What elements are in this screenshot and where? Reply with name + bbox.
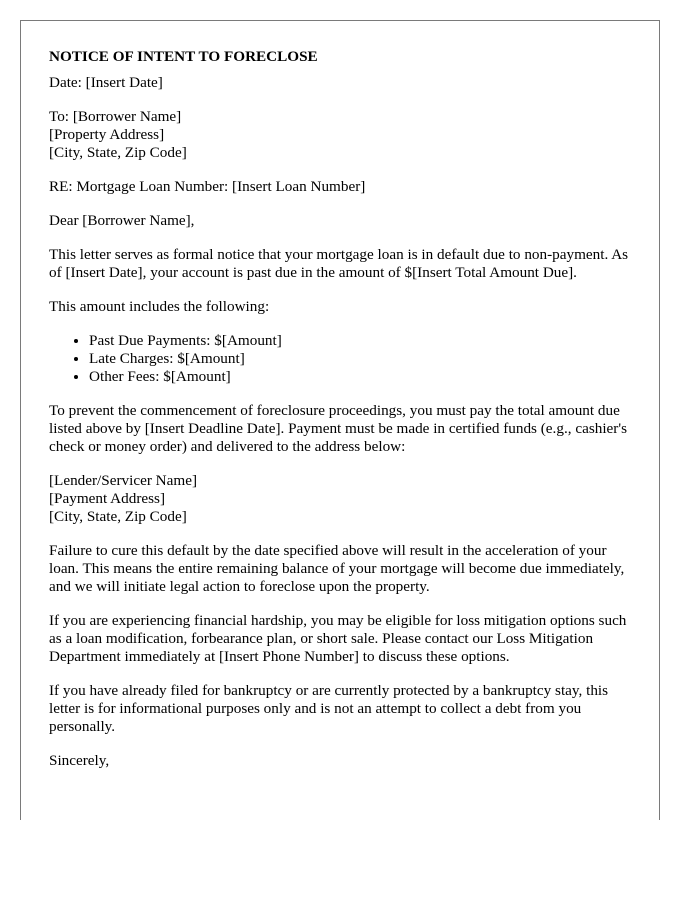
charges-list [49, 332, 631, 386]
lender-address-line: [Payment Address] [49, 490, 165, 507]
list-item: • Past Due Payments: $[Amount] [89, 332, 631, 350]
salutation: Dear [Borrower Name], [49, 212, 195, 229]
closing-line: Sincerely, [49, 752, 110, 769]
recipient-city-line: [City, State, Zip Code] [49, 144, 187, 161]
bankruptcy-paragraph: If you have already filed for bankruptcy or are currently protected by a bankruptcy stay, this letter is for informational purposes only and is not an attempt to collect a debt from you personally. [49, 682, 609, 735]
includes-paragraph: This amount includes the following: [49, 298, 270, 315]
default-paragraph: This letter serves as formal notice that your mortgage loan is in default due to non-payment. As of [Insert Date], your account is past due in the amount of $[Insert Total Amount Due]. [49, 246, 629, 281]
failure-paragraph: Failure to cure this default by the date specified above will result in the acceleration of your loan. This means the entire remaining balance of your mortgage will become due immediately, and we will initiate legal action to foreclose upon the property. [49, 542, 625, 595]
lender-city-line: [City, State, Zip Code] [49, 508, 187, 525]
lender-name-line: [Lender/Servicer Name] [49, 472, 197, 489]
re-line: RE: Mortgage Loan Number: [Insert Loan Number] [49, 178, 366, 195]
letter-page [20, 20, 660, 820]
recipient-name-line: To: [Borrower Name] [49, 108, 182, 125]
lender-address-block [49, 472, 631, 526]
recipient-block [49, 108, 631, 162]
list-item: • Late Charges: $[Amount] [89, 350, 631, 368]
prevent-paragraph: To prevent the commencement of foreclosure proceedings, you must pay the total amount due listed above by [Insert Deadline Date]. Payment must be made in certified funds (e.g., cashier's check or money order) and delivered to the address below: [49, 402, 627, 455]
list-item: • Other Fees: $[Amount] [89, 368, 631, 386]
letter-title: NOTICE OF INTENT TO FORECLOSE [49, 48, 318, 65]
hardship-paragraph: If you are experiencing financial hardship, you may be eligible for loss mitigation options such as a loan modification, forbearance plan, or short sale. Please contact our Loss Mitigation Department immediately at [Insert Phone Number] to discuss these options. [49, 612, 627, 665]
recipient-address-line: [Property Address] [49, 126, 165, 143]
date-line: Date: [Insert Date] [49, 74, 163, 91]
